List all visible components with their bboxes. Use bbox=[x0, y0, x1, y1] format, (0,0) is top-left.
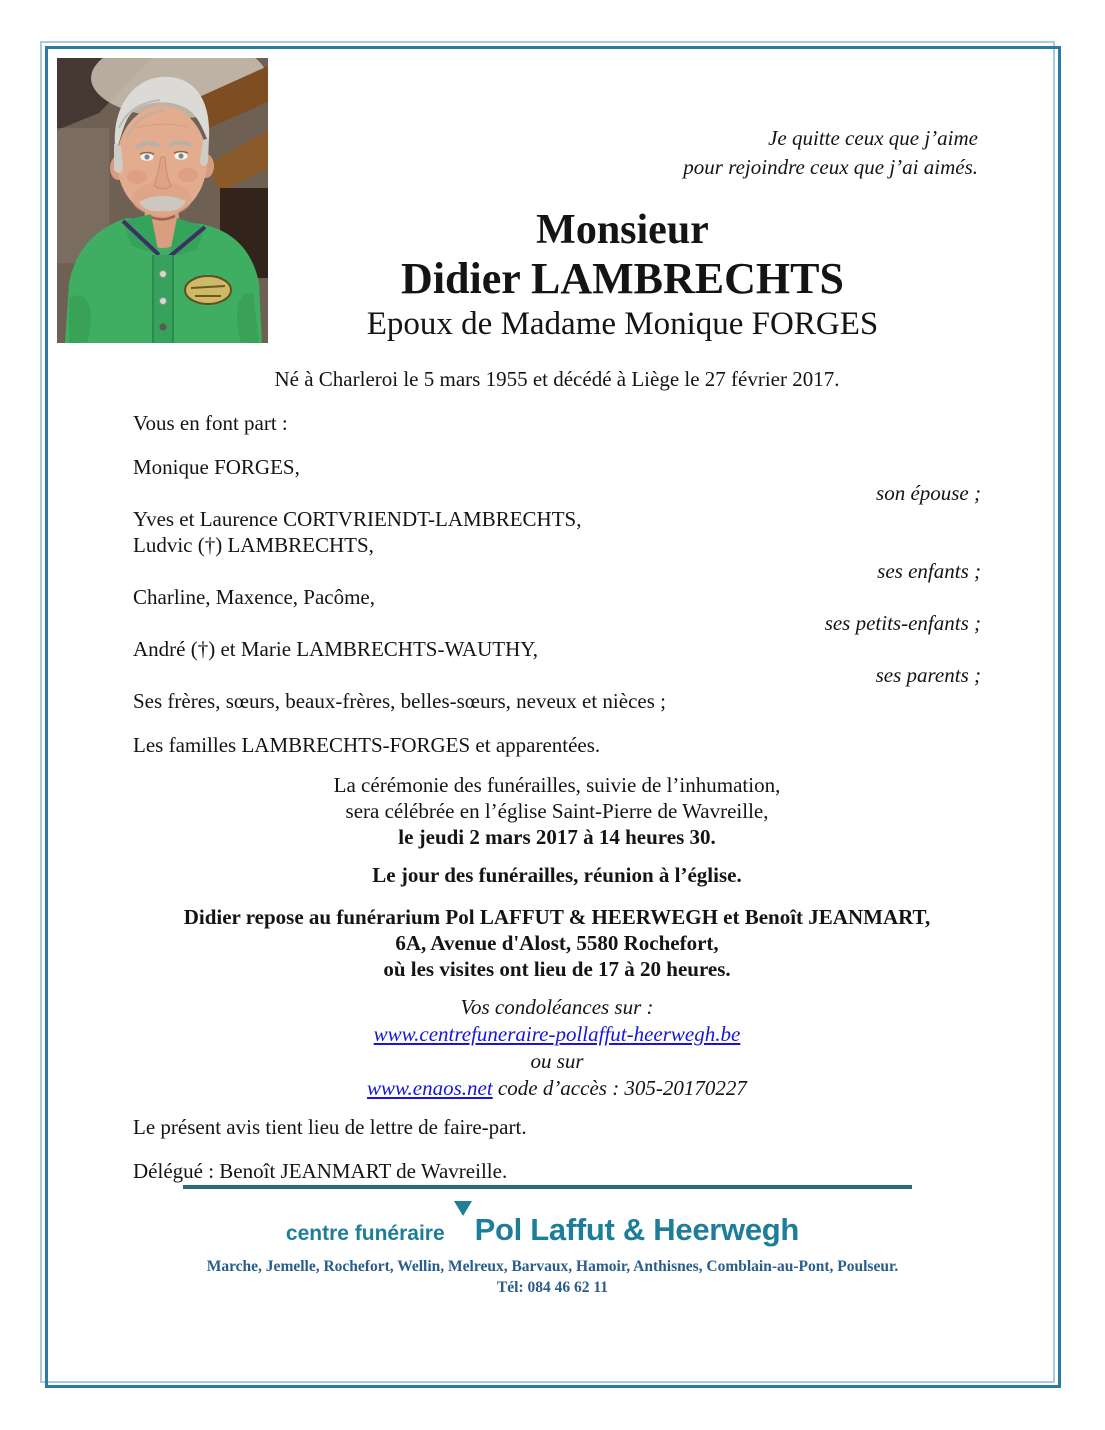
ceremony-date-line: le jeudi 2 mars 2017 à 14 heures 30. bbox=[398, 825, 716, 849]
condolences-link-primary[interactable]: www.centrefuneraire-pollaffut-heerwegh.be bbox=[373, 1022, 741, 1046]
footer-rule bbox=[183, 1185, 912, 1189]
title-block bbox=[190, 206, 1055, 344]
reunion-line: Le jour des funérailles, réunion à l’église. bbox=[372, 863, 742, 887]
condolences-or-line: ou sur bbox=[530, 1049, 584, 1073]
ceremony-block bbox=[133, 772, 981, 850]
condolences-block bbox=[133, 994, 981, 1102]
relation-label: ses enfants ; bbox=[877, 559, 981, 583]
birth-death-line: Né à Charleroi le 5 mars 1955 et décédé à Liège le 27 février 2017. bbox=[274, 367, 840, 391]
quote-line-2: pour rejoindre ceux que j’ai aimés. bbox=[683, 155, 978, 179]
brand-row bbox=[0, 1211, 1105, 1254]
funerarium-hours-line: où les visites ont lieu de 17 à 20 heures. bbox=[383, 957, 731, 981]
condolences-intro: Vos condoléances sur : bbox=[460, 995, 654, 1019]
ceremony-line-2: sera célébrée en l’église Saint-Pierre de Wavreille, bbox=[345, 799, 769, 823]
funerarium-line-1: Didier repose au funérarium Pol LAFFUT & HEERWEGH et Benoît JEANMART, bbox=[183, 905, 931, 929]
epitaph-quote bbox=[558, 124, 978, 182]
brand-large-label: Pol Laffut & Heerwegh bbox=[474, 1212, 800, 1247]
logo-triangle-icon bbox=[454, 1201, 472, 1216]
spouse-line: Epoux de Madame Monique FORGES bbox=[366, 306, 879, 342]
family-siblings-line: Ses frères, sœurs, beaux-frères, belles-sœurs, neveux et nièces ; bbox=[133, 689, 666, 713]
legal-notice-line: Le présent avis tient lieu de lettre de faire-part. bbox=[133, 1115, 527, 1139]
announcement-body bbox=[133, 366, 981, 1184]
salutation: Monsieur bbox=[536, 207, 709, 253]
quote-line-1: Je quitte ceux que j’aime bbox=[768, 126, 978, 150]
ceremony-line-1: La cérémonie des funérailles, suivie de l’inhumation, bbox=[333, 773, 781, 797]
relation-label: ses parents ; bbox=[875, 663, 981, 687]
locations-line: Marche, Jemelle, Rochefort, Wellin, Melreux, Barvaux, Hamoir, Anthisnes, Comblain-au-Pont, Poulseur. bbox=[206, 1258, 899, 1275]
funerarium-address-line: 6A, Avenue d'Alost, 5580 Rochefort, bbox=[395, 931, 719, 955]
phone-line: Tél: 084 46 62 11 bbox=[496, 1279, 609, 1296]
deceased-name: Didier LAMBRECHTS bbox=[401, 254, 844, 303]
family-name-line: Ludvic (†) LAMBRECHTS, bbox=[133, 533, 374, 557]
funeral-home-footer bbox=[0, 1185, 1105, 1297]
announcement-intro: Vous en font part : bbox=[133, 411, 288, 435]
access-code: code d’accès : 305-20170227 bbox=[492, 1076, 747, 1100]
relation-label: son épouse ; bbox=[876, 481, 981, 505]
family-name-line: Yves et Laurence CORTVRIENDT-LAMBRECHTS, bbox=[133, 507, 582, 531]
family-name-line: Charline, Maxence, Pacôme, bbox=[133, 585, 375, 609]
family-extended-line: Les familles LAMBRECHTS-FORGES et apparentées. bbox=[133, 733, 601, 757]
delegate-line: Délégué : Benoît JEANMART de Wavreille. bbox=[133, 1159, 508, 1183]
brand-small-label: centre funéraire bbox=[285, 1222, 445, 1245]
relation-label: ses petits-enfants ; bbox=[824, 611, 981, 635]
family-name-line: André (†) et Marie LAMBRECHTS-WAUTHY, bbox=[133, 637, 538, 661]
funerarium-block bbox=[133, 904, 981, 982]
condolences-link-enaos[interactable]: www.enaos.net bbox=[367, 1076, 493, 1100]
family-name-line: Monique FORGES, bbox=[133, 455, 300, 479]
